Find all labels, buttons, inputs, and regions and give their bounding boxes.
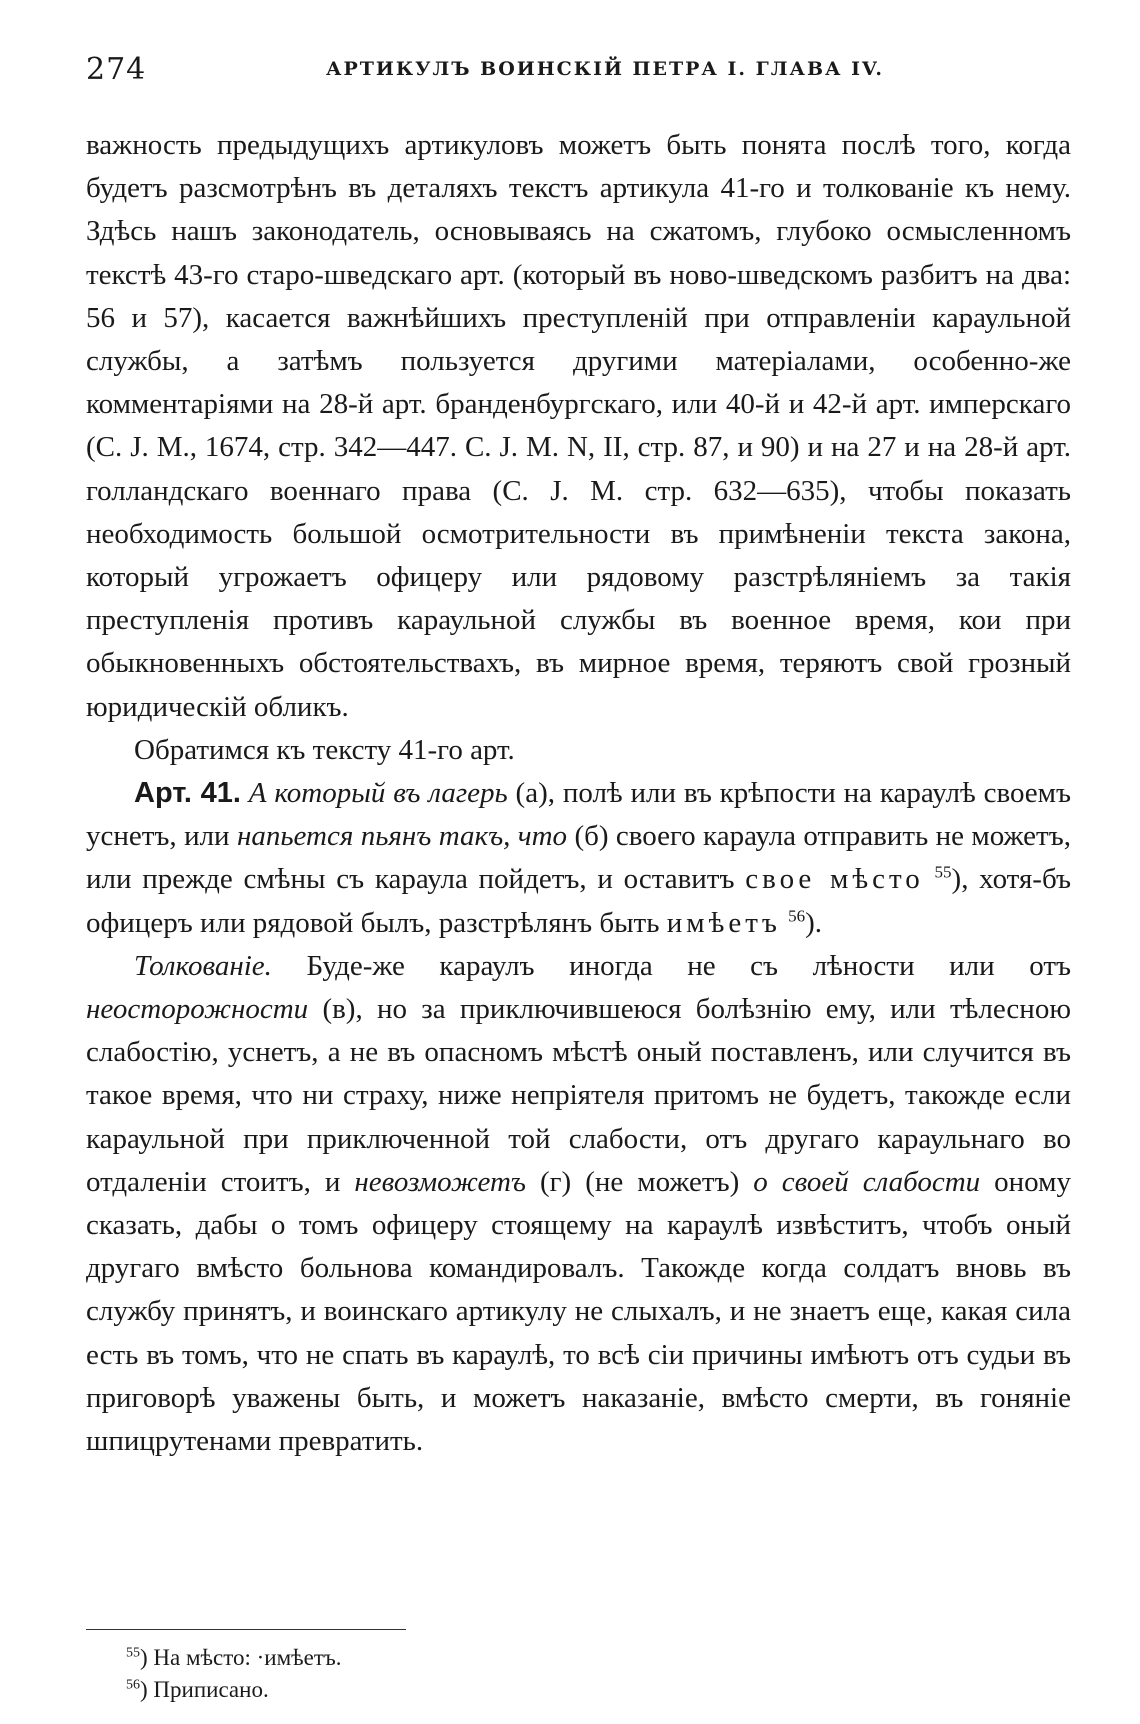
footnote-56 [126, 1674, 926, 1706]
article-text-8: ). [805, 906, 823, 939]
footnote-text: ) Приписано. [140, 1677, 269, 1702]
commentary-text-italic-3: неосторожности [86, 993, 309, 1026]
page-header [86, 52, 1066, 92]
footnote-mark: 55 [126, 1645, 140, 1661]
article-text-italic-3: напьется пьянъ такъ, что [236, 820, 568, 853]
article-text-spaced-7: имѣетъ [666, 906, 781, 939]
article-text-italic-1: А который въ лагерь [248, 777, 508, 810]
paragraph-transition: Обратимся къ тексту 41-го арт. [134, 733, 515, 766]
body-text [86, 124, 1071, 1463]
commentary-text-4: (в), но за приключившеюся болѣзнію ему, или тѣлесною слабостію, уснетъ, а не въ опасномъ мѣстѣ оный поставленъ, или случится въ такое время, что ни страху, ниже непріятеля притомъ не будетъ, такожде если караульной при приключенной той слабости, отъ другаго караульнаго во отдаленіи стоитъ, и [86, 993, 1071, 1198]
commentary [86, 945, 1071, 1463]
footnote-55 [126, 1642, 926, 1674]
commentary-text-2: Буде-же караулъ иногда не съ лѣности или отъ [271, 949, 1071, 982]
page-number: 274 [86, 52, 147, 87]
footnote-text: ) На мѣсто: ·имѣетъ. [140, 1645, 342, 1670]
article-text-6: ), хотя-бъ офицеръ или рядовой былъ, разстрѣлянъ быть [86, 863, 1071, 939]
commentary-label: Толкованіе. [134, 949, 272, 982]
commentary-text-italic-5: невозможетъ [354, 1165, 526, 1198]
article-text-2: (а), полѣ или въ крѣпости на караулѣ своемъ уснетъ, или [86, 777, 1072, 853]
footnote-mark: 56 [126, 1677, 140, 1693]
paragraph-intro: важность предыдущихъ артикуловъ можетъ быть понята послѣ того, когда будетъ разсмотрѣнъ въ деталяхъ текстъ артикула 41-го и толкованіе къ нему. Здѣсь нашъ законодатель, основываясь на сжатомъ, глубоко осмысленномъ текстѣ 43-го старо-шведскаго арт. (который въ ново-шведскомъ разбитъ на два: 56 и 57), касается важнѣйшихъ преступленій при отправленіи караульной службы, а затѣмъ пользуется другими матеріалами, особенно-же комментаріями на 28-й арт. бранденбургскаго, или 40-й и 42-й арт. имперскаго (С. J. М., 1674, стр. 342—447. С. J. М. N, II, стр. 87, и 90) и на 27 и на 28-й арт. голландскаго военнаго права (С. J. М. стр. 632—635), чтобы показать необходимость большой осмотрительности въ примѣненіи текста закона, который угрожаетъ офицеру или рядовому разстрѣляніемъ за такія преступленія противъ караульной службы въ военное время, кои при обыкновенныхъ обстоятельствахъ, въ мирное время, теряютъ свой грозный юридическій обликъ. [86, 129, 1071, 723]
article-label: Арт. 41. [134, 777, 241, 810]
footnote-divider [86, 1629, 406, 1630]
article-41 [86, 772, 1071, 945]
article-text-4: (б) своего караула отправить не можетъ, или прежде смѣны съ караула пойдетъ, и оставитъ [86, 820, 1071, 896]
commentary-text-italic-7: о своей слабости [753, 1165, 981, 1198]
footnote-ref-55[interactable]: 55 [934, 862, 952, 882]
footnote-ref-56[interactable]: 56 [788, 906, 806, 925]
footnotes [126, 1642, 926, 1706]
commentary-text-8: оному сказать, дабы о томъ офицеру стоящему на караулѣ извѣститъ, чтобъ оный другаго вмѣсто больнова командировалъ. Такожде когда солдатъ вновь въ службу принятъ, и воинскаго артикулу не слыхалъ, и не знаетъ еще, какая сила есть въ томъ, что не спать въ караулѣ, то всѣ сіи причины имѣютъ отъ судьи въ приговорѣ уважены быть, и можетъ наказаніе, вмѣсто смерти, въ гоняніе шпицрутенами превратить. [86, 1165, 1071, 1458]
article-text-spaced-5: свое мѣсто [745, 863, 924, 896]
commentary-text-6: (г) (не можетъ) [525, 1165, 754, 1198]
running-title: АРТИКУЛЪ ВОИНСКІЙ ПЕТРА I. ГЛАВА IV. [326, 58, 885, 80]
